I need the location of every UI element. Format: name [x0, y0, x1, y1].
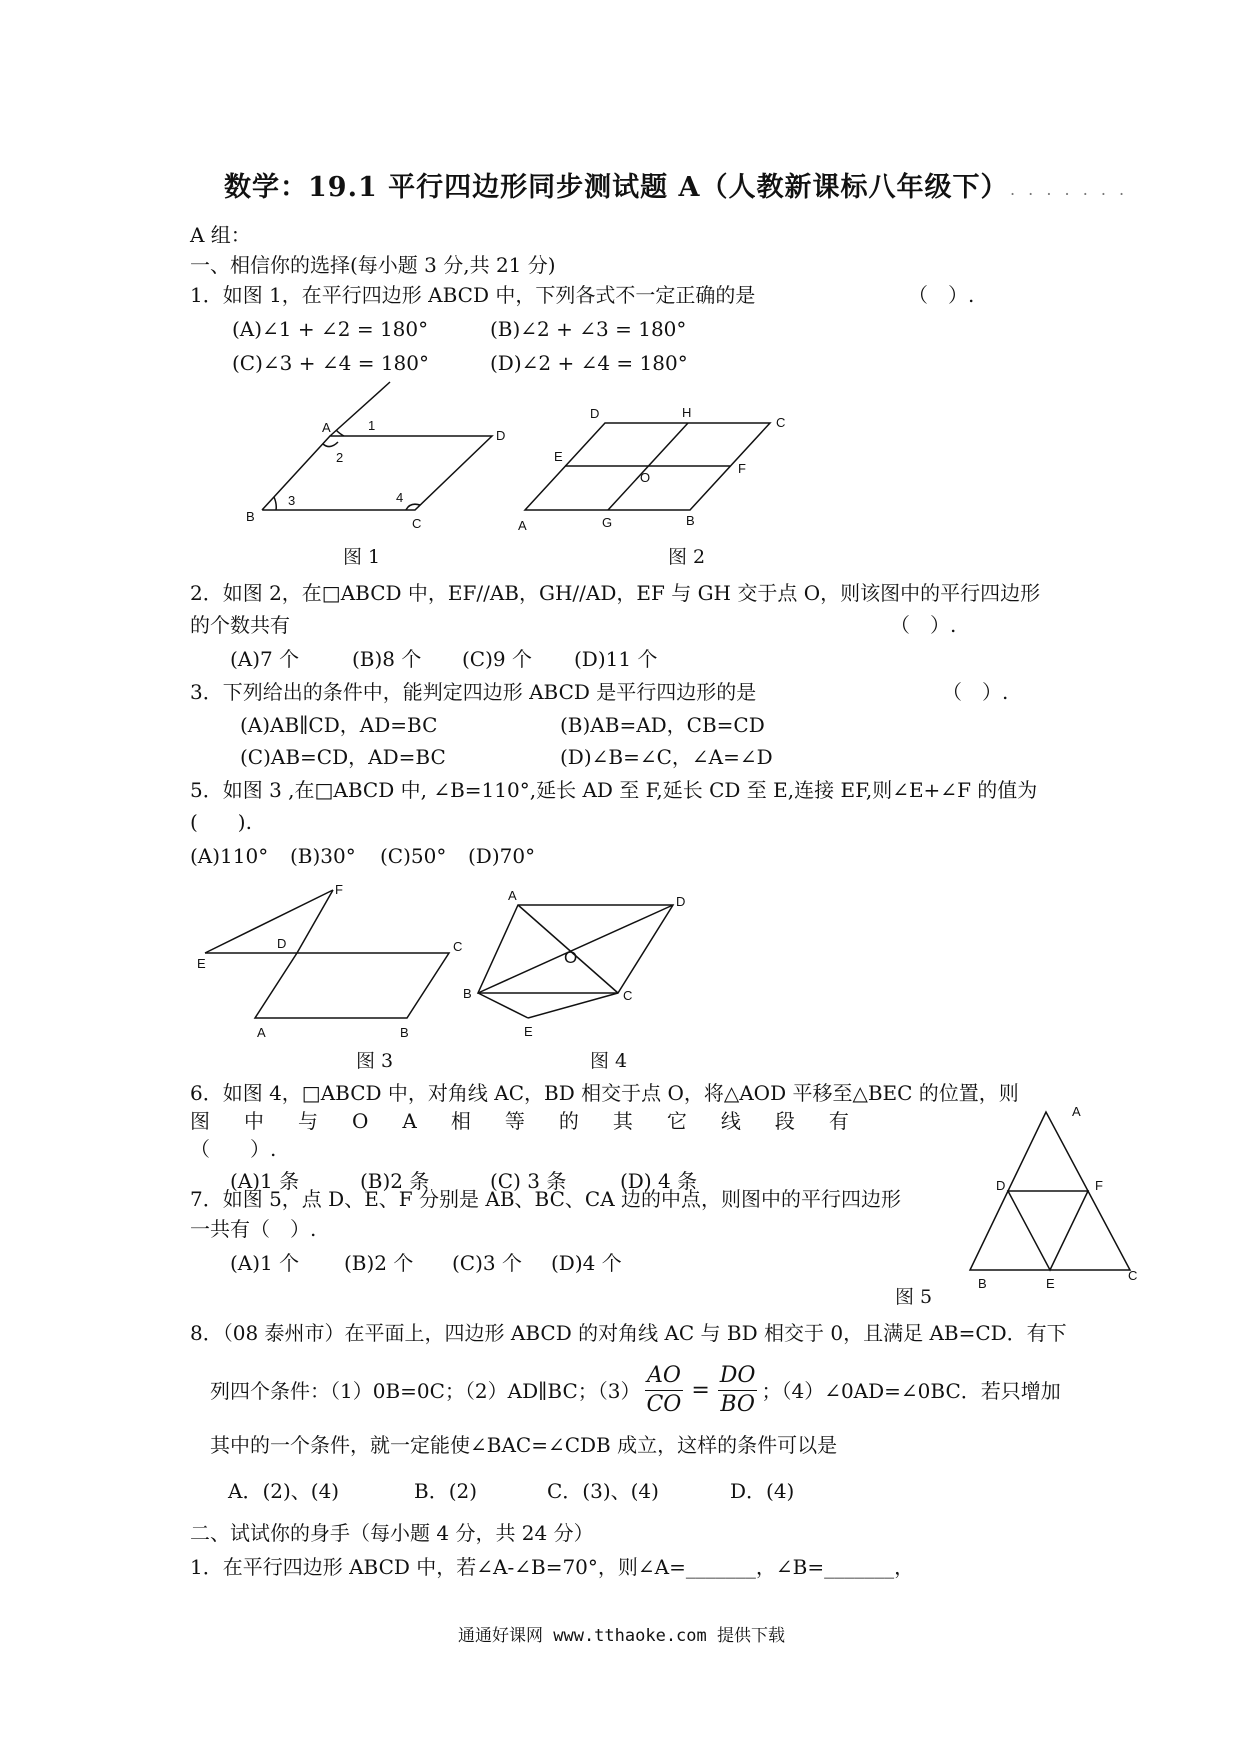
fig2-label-a: A [518, 518, 527, 533]
fig1-angle-1-arc [336, 430, 344, 436]
q8-line-1: 8．（08 泰州市）在平面上，四边形 ABCD 的对角线 AC 与 BD 相交于 0，且满足 AB=CD．有下 [190, 1321, 1067, 1345]
q8-frac2-numerator: DO [718, 1362, 758, 1391]
q7-option-d: (D)4 个 [551, 1251, 622, 1275]
q2-line-2: 的个数共有 [190, 613, 290, 637]
q5-option-a: (A)110° [190, 844, 269, 868]
fig5-label-c: C [1128, 1268, 1138, 1283]
fig5-label-a: A [1072, 1104, 1081, 1119]
q3-option-d: (D)∠B=∠C，∠A=∠D [560, 745, 773, 769]
fig2-label-e: E [554, 449, 563, 464]
fig3-label-a: A [257, 1025, 266, 1040]
q2-option-c: (C)9 个 [462, 647, 532, 671]
fig1-angle-3-arc [274, 497, 276, 510]
q1-answer-paren: （ ）. [908, 283, 975, 307]
fig2-label-c: C [776, 415, 786, 430]
q5-option-b: (B)30° [290, 844, 356, 868]
fig3-label-d: D [277, 936, 287, 951]
fig1-label-4: 4 [396, 490, 404, 505]
q6-line-3: （ ）. [190, 1137, 277, 1161]
fig5-label-d: D [996, 1178, 1006, 1193]
q6-line-2: 图中与OA相等的其它线段有 [190, 1109, 883, 1133]
fig1-label-1: 1 [368, 418, 376, 433]
section-2-q1: 1．在平行四边形 ABCD 中，若∠A-∠B=70°，则∠A=_______，∠B=_______， [190, 1555, 915, 1579]
figure-2-caption: 图 2 [668, 546, 706, 568]
q6-option-d: (D) 4 条 [620, 1169, 698, 1193]
q5-line-1: 5．如图 3 ,在□ABCD 中, ∠B=110°,延长 AD 至 F,延长 CD 至 E,连接 EF,则∠E+∠F 的值为 [190, 778, 1038, 802]
figure-4-caption: 图 4 [590, 1050, 628, 1072]
q1-option-d: (D)∠2 + ∠4 = 180° [490, 351, 688, 375]
q6-line-1: 6．如图 4，□ABCD 中，对角线 AC，BD 相交于点 O，将△AOD 平移至△BEC 的位置，则 [190, 1081, 1019, 1105]
q6-option-a: (A)1 条 [230, 1169, 300, 1193]
fig1-label-3: 3 [288, 493, 296, 508]
q8-fraction-do-bo [718, 1362, 758, 1419]
q8-option-a: A．(2)、(4) [228, 1479, 340, 1503]
q8-line-2 [210, 1362, 1061, 1419]
fig4-label-d: D [676, 894, 686, 909]
group-label: A 组： [190, 223, 251, 247]
fig3-label-b: B [400, 1025, 409, 1040]
q5-option-d: (D)70° [468, 844, 536, 868]
figure-1 [240, 380, 520, 540]
q1-option-b: (B)∠2 + ∠3 = 180° [490, 317, 687, 341]
fig4-label-o: O [564, 948, 578, 967]
q3-option-a: (A)AB∥CD，AD=BC [240, 713, 438, 737]
q8-line-3: 其中的一个条件，就一定能使∠BAC=∠CDB 成立，这样的条件可以是 [210, 1433, 838, 1457]
q5-option-c: (C)50° [380, 844, 447, 868]
fig3-parallelogram [255, 953, 449, 1018]
fig2-label-h: H [682, 405, 692, 420]
q2-option-a: (A)7 个 [230, 647, 300, 671]
fig4-label-c: C [623, 988, 633, 1003]
q8-frac1-numerator: AO [645, 1362, 683, 1391]
fig3-label-c: C [453, 939, 463, 954]
q7-line-1: 7．如图 5，点 D、E、F 分别是 AB、BC、CA 边的中点，则图中的平行四边形 [190, 1187, 902, 1211]
q8-line-2-end: ；（4）∠0AD=∠0BC．若只增加 [761, 1378, 1061, 1403]
q8-frac1-denominator: CO [646, 1392, 682, 1417]
q3-option-b: (B)AB=AD，CB=CD [560, 713, 765, 737]
q8-option-c: C．(3)、(4) [547, 1479, 659, 1503]
q5-line-2: ( ). [190, 810, 252, 834]
fig4-label-a: A [508, 888, 517, 903]
q6-option-b: (B)2 条 [360, 1169, 430, 1193]
fig2-label-d: D [590, 406, 600, 421]
figure-5 [960, 1100, 1150, 1291]
fig2-label-b: B [686, 513, 695, 528]
fig5-label-b: B [978, 1276, 987, 1291]
fig5-label-e: E [1046, 1276, 1055, 1291]
q1-option-a: (A)∠1 + ∠2 = 180° [232, 317, 429, 341]
fig1-angle-2-arc [323, 442, 338, 447]
fig3-segment-ef [205, 890, 333, 953]
fig1-label-d: D [496, 428, 506, 443]
q6-option-c: (C) 3 条 [490, 1169, 567, 1193]
q1-option-c: (C)∠3 + ∠4 = 180° [232, 351, 429, 375]
q3-answer-paren: （ ）. [942, 680, 1009, 704]
fig1-label-a: A [322, 420, 331, 435]
q7-option-c: (C)3 个 [452, 1251, 522, 1275]
fig3-label-f: F [335, 882, 343, 897]
q7-option-b: (B)2 个 [344, 1251, 414, 1275]
q8-option-b: B．(2) [414, 1479, 478, 1503]
fig3-label-e: E [197, 956, 206, 971]
section-2-heading: 二、试试你的身手（每小题 4 分，共 24 分） [190, 1521, 594, 1545]
figure-1-caption: 图 1 [343, 546, 381, 568]
q7-line-2: 一共有（ ）. [190, 1217, 317, 1241]
q2-option-b: (B)8 个 [352, 647, 422, 671]
fig4-segment-be [478, 993, 528, 1018]
figure-5-caption: 图 5 [895, 1286, 933, 1308]
fig2-label-g: G [602, 515, 613, 530]
fig1-label-b: B [246, 509, 255, 524]
fig4-label-b: B [463, 986, 472, 1001]
q8-line-2-start: 列四个条件：（1）0B=0C；（2）AD∥BC；（3） [210, 1378, 641, 1403]
figure-4 [458, 888, 688, 1048]
page-title: 数学：19.1 平行四边形同步测试题 A（人教新课标八年级下） [224, 172, 1009, 203]
fig5-label-f: F [1095, 1178, 1103, 1193]
q8-fraction-ao-co [644, 1362, 683, 1419]
q8-equals-sign: = [691, 1377, 710, 1403]
fig1-label-2: 2 [336, 450, 344, 465]
figure-2 [510, 405, 800, 535]
q7-option-a: (A)1 个 [230, 1251, 300, 1275]
q1-stem: 1．如图 1，在平行四边形 ABCD 中，下列各式不一定正确的是 [190, 283, 756, 307]
q2-option-d: (D)11 个 [574, 647, 658, 671]
fig1-parallelogram [262, 436, 492, 510]
fig2-label-f: F [738, 461, 746, 476]
fig4-label-e: E [524, 1024, 533, 1039]
figure-3-caption: 图 3 [356, 1050, 394, 1072]
fig2-label-o: O [640, 470, 651, 485]
q2-answer-paren: （ ）. [890, 613, 957, 637]
fig5-triangle-def [1008, 1191, 1088, 1270]
footer-source: 通通好课网 www.tthaoke.com 提供下载 [458, 1626, 785, 1646]
section-1-heading: 一、相信你的选择(每小题 3 分,共 21 分) [190, 253, 556, 277]
figure-3 [195, 880, 475, 1045]
q8-option-d: D．(4) [730, 1479, 795, 1503]
fig1-extension-line [330, 382, 390, 436]
title-dots: . . . . . . . [1010, 180, 1129, 199]
q2-line-1: 2．如图 2，在□ABCD 中，EF//AB，GH//AD，EF 与 GH 交于点 O，则该图中的平行四边形 [190, 581, 1041, 605]
q8-frac2-denominator: BO [720, 1392, 755, 1417]
q3-option-c: (C)AB=CD，AD=BC [240, 745, 446, 769]
fig1-label-c: C [412, 516, 422, 531]
q3-stem: 3．下列给出的条件中，能判定四边形 ABCD 是平行四边形的是 [190, 680, 757, 704]
fig4-segment-ec [528, 993, 618, 1018]
